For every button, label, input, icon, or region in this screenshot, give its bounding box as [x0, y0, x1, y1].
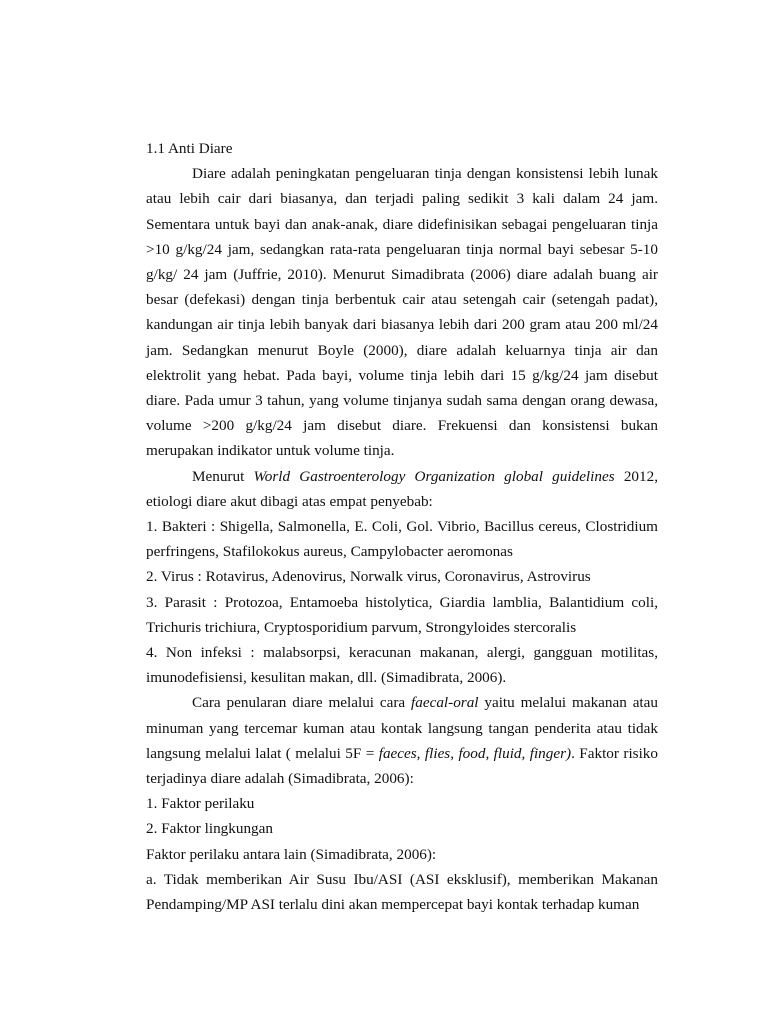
list-item-etiology-2: 2. Virus : Rotavirus, Adenovirus, Norwalk virus, Coronavirus, Astrovirus	[146, 568, 591, 586]
list-item-etiology-3: 3. Parasit : Protozoa, Entamoeba histolytica, Giardia lamblia, Balantidium coli, Trichuris trichiura, Cryptosporidium parvum, Strongyloides stercoralis	[146, 593, 658, 636]
section-heading: 1.1 Anti Diare	[146, 140, 233, 157]
paragraph-transmission-italic-2: faeces, flies, food, fluid, finger)	[378, 744, 572, 762]
paragraph-etiology-intro	[146, 464, 658, 514]
paragraph-behavior-intro: Faktor perilaku antara lain (Simadibrata, 2006):	[146, 845, 437, 863]
paragraph-definition: Diare adalah peningkatan pengeluaran tinja dengan konsistensi lebih lunak atau lebih cair dari biasanya, dan terjadi paling sedikit 3 kali dalam 24 jam. Sementara untuk bayi dan anak-anak, diare didefinisikan sebagai pengeluaran tinja >10 g/kg/24 jam, sedangkan rata-rata pengeluaran tinja normal bayi sebesar 5-10 g/kg/ 24 jam (Juffrie, 2010). Menurut Simadibrata (2006) diare adalah buang air besar (defekasi) dengan tinja berbentuk cair atau setengah cair (setengah padat), kandungan air tinja lebih banyak dari biasanya lebih dari 200 gram atau 200 ml/24 jam. Sedangkan menurut Boyle (2000), diare adalah keluarnya tinja air dan elektrolit yang hebat. Pada bayi, volume tinja lebih dari 15 g/kg/24 jam disebut diare. Pada umur 3 tahun, yang volume tinjanya sudah sama dengan orang dewasa, volume >200 g/kg/24 jam disebut diare. Frekuensi dan konsistensi bukan merupakan indikator untuk volume tinja.	[146, 165, 658, 460]
paragraph-transmission-italic-1: faecal-oral	[411, 694, 479, 712]
paragraph-transmission-text-3: . Faktor risiko terjadinya diare adalah (Simadibrata, 2006):	[146, 744, 658, 788]
paragraph-etiology-text-1: Menurut	[192, 467, 254, 485]
paragraph-behavior-a: a. Tidak memberikan Air Susu Ibu/ASI (ASI eksklusif), memberikan Makanan Pendamping/MP ASI terlalu dini akan mempercepat bayi kontak terhadap kuman	[146, 870, 658, 914]
list-item-risk-1: 1. Faktor perilaku	[146, 795, 255, 813]
paragraph-transmission-text-2: yaitu melalui makanan atau minuman yang tercemar kuman atau kontak langsung tangan penderita atau tidak langsung melalui lalat ( melalui 5F =	[146, 694, 658, 762]
list-item-etiology-1: 1. Bakteri : Shigella, Salmonella, E. Coli, Gol. Vibrio, Bacillus cereus, Clostridium perfringens, Stafilokokus aureus, Campylobacter aeromonas	[146, 518, 658, 561]
paragraph-etiology-text-2: 2012, etiologi diare akut dibagi atas empat penyebab:	[146, 467, 659, 510]
paragraph-etiology-italic: World Gastroenterology Organization global guidelines	[253, 467, 615, 485]
list-item-etiology-4: 4. Non infeksi : malabsorpsi, keracunan makanan, alergi, gangguan motilitas, imunodefisiensi, kesulitan makan, dll. (Simadibrata, 2006).	[146, 644, 658, 687]
paragraph-transmission	[146, 690, 658, 791]
document-body	[146, 136, 658, 917]
paragraph-transmission-text-1: Cara penularan diare melalui cara	[192, 694, 412, 712]
list-item-risk-2: 2. Faktor lingkungan	[146, 820, 273, 838]
